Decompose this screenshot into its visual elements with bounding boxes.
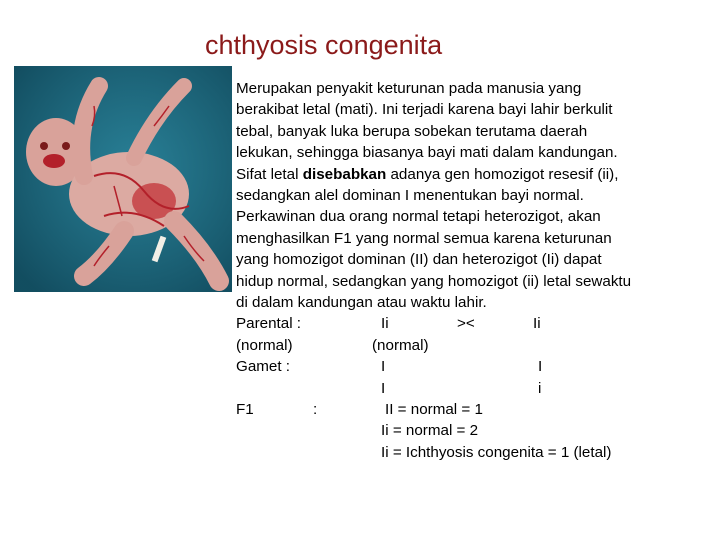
sifat-before: Sifat letal [236, 165, 303, 183]
cross-symbol: >< [457, 315, 475, 333]
parental-row [236, 313, 714, 334]
parent2-genotype: Ii [533, 315, 541, 333]
paragraph-line: sedangkan alel dominan I menentukan bayi normal. [236, 187, 584, 205]
body-text [236, 78, 714, 463]
parent1-phenotype: (normal) [236, 336, 293, 354]
gamet-label: Gamet : [236, 358, 291, 376]
sifat-line [236, 164, 714, 185]
gamet-parent1-b: I [381, 379, 386, 397]
paragraph-line: berakibat letal (mati). Ini terjadi karena bayi lahir berkulit [236, 101, 613, 119]
gamet-parent2-b: i [538, 379, 542, 397]
paragraph-line: yang homozigot dominan (II) dan heterozigot (Ii) dapat [236, 251, 602, 269]
paragraph-line: tebal, banyak luka berupa sobekan terutama daerah [236, 122, 588, 140]
paragraph-line: di dalam kandungan atau waktu lahir. [236, 294, 487, 312]
phenotype-row [236, 335, 714, 356]
f1-row-2 [236, 420, 714, 441]
paragraph-line: Merupakan penyakit keturunan pada manusia yang [236, 80, 582, 97]
paragraph-line: menghasilkan F1 yang normal semua karena keturunan [236, 229, 612, 247]
f1-result: II = normal = 1 [385, 401, 483, 419]
parent2-phenotype: (normal) [372, 336, 429, 354]
f1-result: Ii = Ichthyosis congenita = 1 (letal) [381, 443, 612, 461]
f1-row-3 [236, 442, 714, 463]
sifat-bold-word: disebabkan [302, 165, 387, 183]
gamet-row-2 [236, 378, 714, 399]
gamet-row [236, 356, 714, 377]
f1-label: F1 [236, 401, 254, 419]
sifat-after: adanya gen homozigot resesif (ii), [386, 165, 619, 183]
paragraph-line: lekukan, sehingga biasanya bayi mati dalam kandungan. [236, 144, 618, 162]
gamet-parent1-a: I [381, 358, 386, 376]
f1-colon: : [313, 401, 318, 419]
f1-result: Ii = normal = 2 [381, 422, 479, 440]
baby-photo [14, 66, 232, 292]
paragraph-line: hidup normal, sedangkan yang homozigot (ii) letal sewaktu [236, 272, 632, 290]
f1-row [236, 399, 714, 420]
gamet-parent2-a: I [538, 358, 543, 376]
parental-label: Parental : [236, 315, 302, 333]
paragraph-line: Perkawinan dua orang normal tetapi heterozigot, akan [236, 208, 601, 226]
parent1-genotype: Ii [381, 315, 389, 333]
slide-title: chthyosis congenita [205, 30, 443, 60]
